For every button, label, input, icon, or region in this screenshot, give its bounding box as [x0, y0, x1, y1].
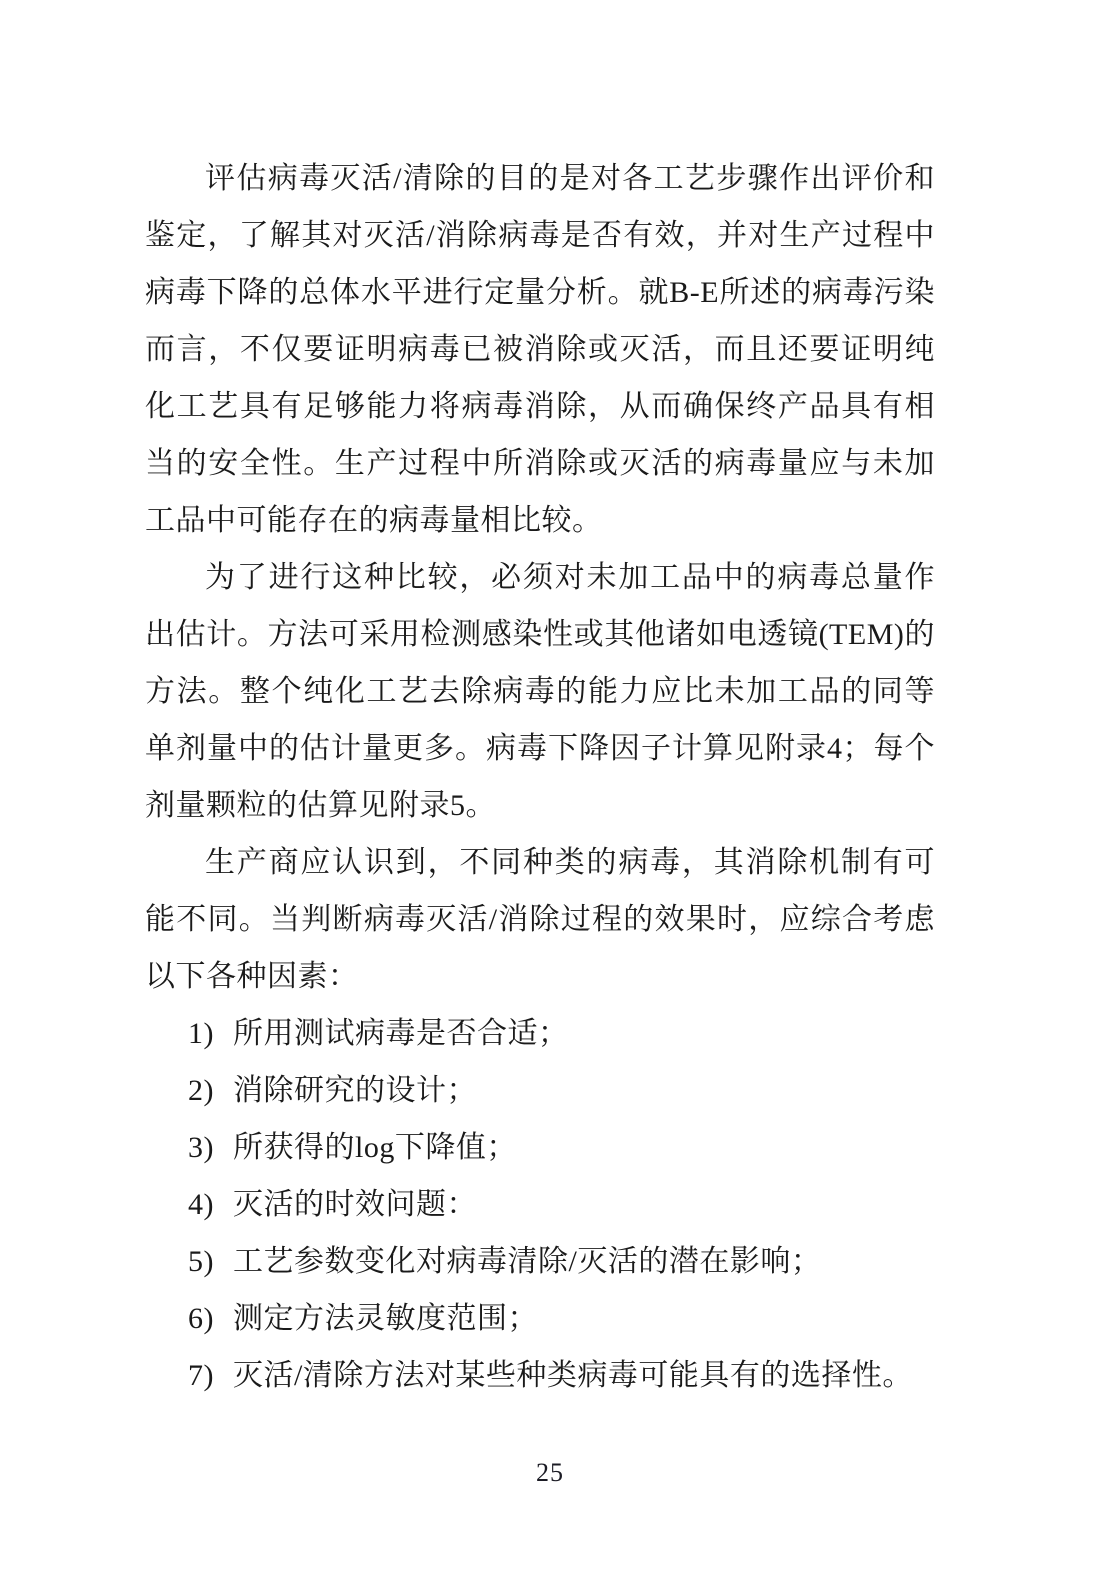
list-item — [145, 1176, 935, 1233]
list-item — [145, 1005, 935, 1062]
list-item — [145, 1290, 935, 1347]
paragraph-virus-evaluation-purpose: 评估病毒灭活/清除的目的是对各工艺步骤作出评价和鉴定，了解其对灭活/消除病毒是否有效，并对生产过程中病毒下降的总体水平进行定量分析。就B-E所述的病毒污染而言，不仅要证明病毒已被消除或灭活，而且还要证明纯化工艺具有足够能力将病毒消除，从而确保终产品具有相当的安全性。生产过程中所消除或灭活的病毒量应与未加工品中可能存在的病毒量相比较。 — [145, 162, 935, 537]
list-item-number: 3) — [188, 1131, 214, 1164]
list-item-number: 5) — [188, 1245, 214, 1278]
list-item-text: 所用测试病毒是否合适； — [233, 1017, 569, 1050]
paragraph-virus-quantity-estimate: 为了进行这种比较，必须对未加工品中的病毒总量作出估计。方法可采用检测感染性或其他诸如电透镜(TEM)的方法。整个纯化工艺去除病毒的能力应比未加工品的同等单剂量中的估计量更多。病毒下降因子计算见附录4；每个剂量颗粒的估算见附录5。 — [145, 561, 935, 822]
list-item-text: 消除研究的设计； — [233, 1074, 477, 1107]
list-item-number: 6) — [188, 1302, 214, 1335]
list-item-number: 4) — [188, 1188, 214, 1221]
list-item-number: 2) — [188, 1074, 214, 1107]
paragraph-manufacturer-considerations: 生产商应认识到，不同种类的病毒，其消除机制有可能不同。当判断病毒灭活/消除过程的效果时，应综合考虑以下各种因素： — [145, 846, 935, 993]
list-item-text: 工艺参数变化对病毒清除/灭活的潜在影响； — [233, 1245, 822, 1278]
page-number: 25 — [536, 1458, 564, 1487]
list-item-text: 测定方法灵敏度范围； — [233, 1302, 538, 1335]
document-body — [145, 150, 935, 1404]
list-item-text: 灭活的时效问题： — [233, 1188, 477, 1221]
list-item-text: 灭活/清除方法对某些种类病毒可能具有的选择性。 — [233, 1359, 913, 1392]
list-item — [145, 1347, 935, 1404]
list-item — [145, 1233, 935, 1290]
list-item — [145, 1119, 935, 1176]
list-item-number: 1) — [188, 1017, 214, 1050]
list-item-number: 7) — [188, 1359, 214, 1392]
list-item-text: 所获得的log下降值； — [233, 1131, 517, 1164]
numbered-list — [145, 1005, 935, 1404]
list-item — [145, 1062, 935, 1119]
